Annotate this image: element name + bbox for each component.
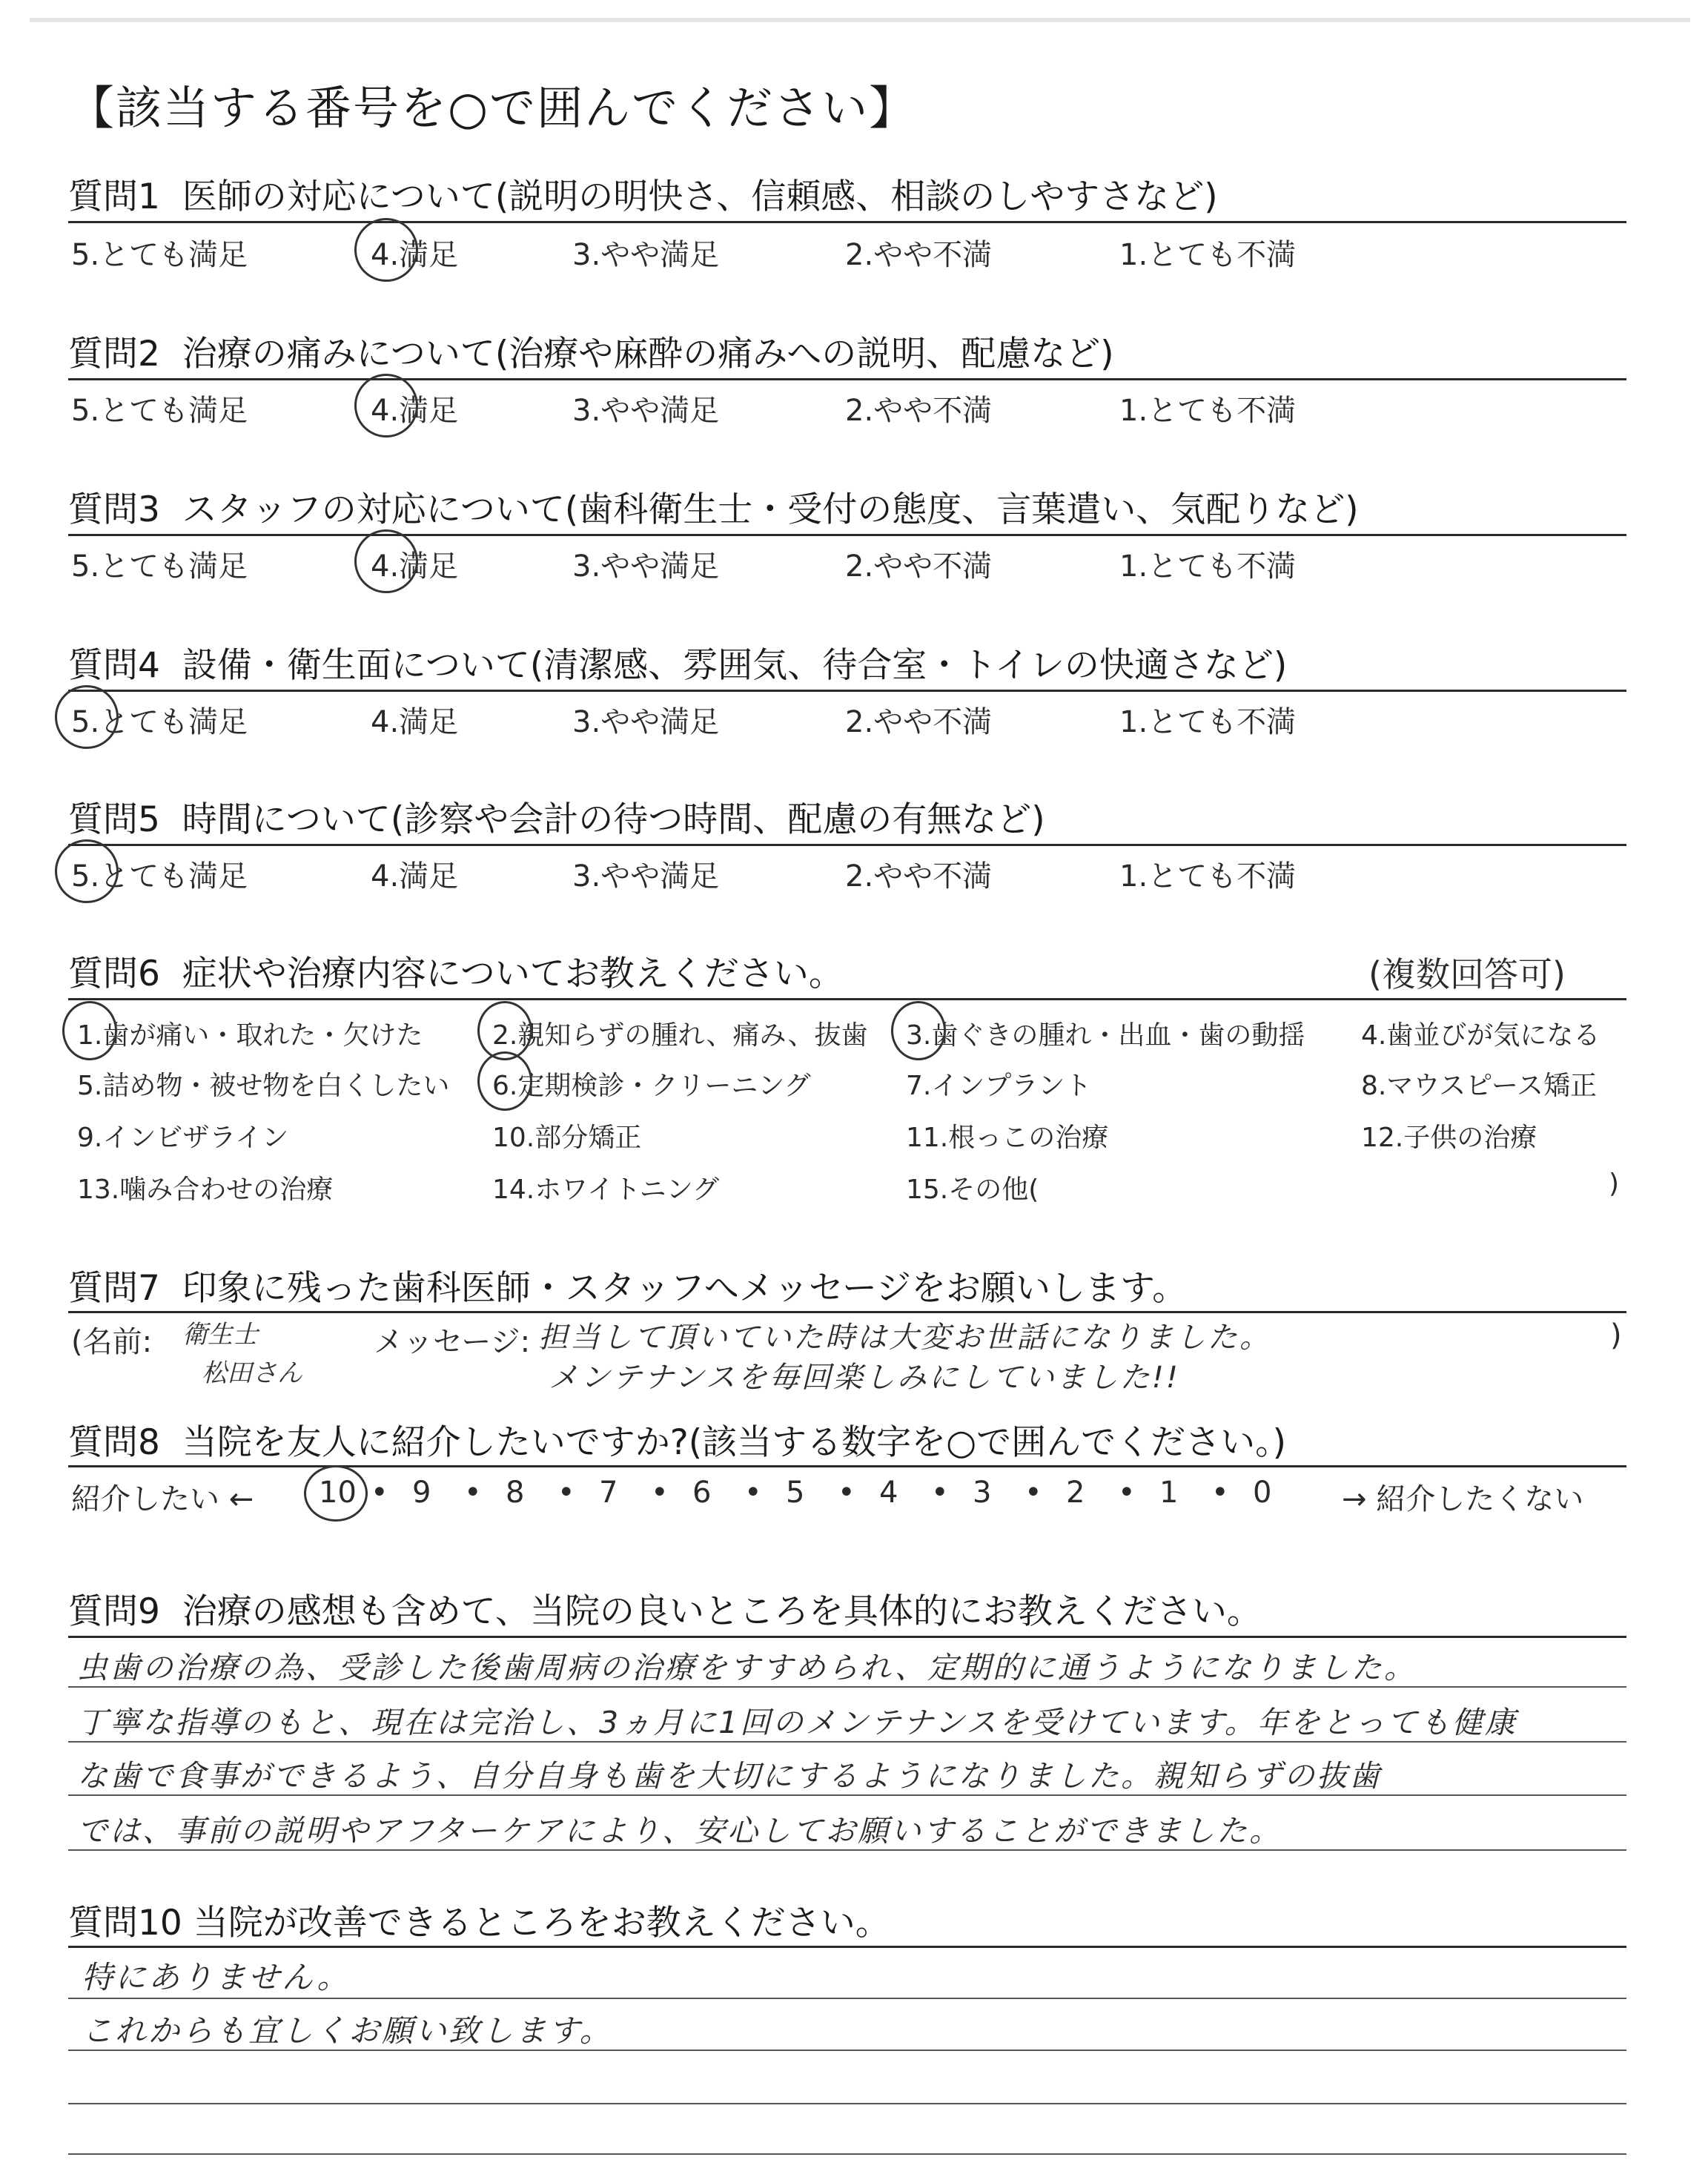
answer-line	[68, 1849, 1626, 1851]
recommend-label: 紹介したい ←	[71, 1482, 254, 1516]
symptom-option-16[interactable]: )	[1609, 1169, 1620, 1199]
q10-answer-line1: 特にありません。	[82, 1959, 351, 1995]
scale-separator: •	[371, 1476, 388, 1510]
scale-value-10[interactable]: 10	[319, 1476, 357, 1510]
question-text: 時間について(診察や会計の待つ時間、配慮の有無など)	[182, 799, 1045, 840]
rating-option-1[interactable]: 1.とても不満	[1119, 549, 1297, 584]
question-number: 質問10	[68, 1903, 182, 1943]
symptom-option-2[interactable]: 2.親知らずの腫れ、痛み、抜歯	[492, 1020, 868, 1051]
scale-separator: •	[931, 1476, 949, 1510]
answer-line	[68, 2153, 1626, 2155]
question-rule	[68, 1311, 1626, 1313]
answer-line	[68, 1741, 1626, 1743]
rating-option-5[interactable]: 5.とても満足	[71, 859, 248, 894]
question-number: 質問7	[68, 1268, 160, 1309]
question-3	[68, 482, 1625, 532]
question-text: 治療の痛みについて(治療や麻酔の痛みへの説明、配慮など)	[182, 334, 1114, 374]
scale-value-6[interactable]: 6	[692, 1476, 712, 1510]
selection-circle	[354, 374, 418, 437]
question-text: 印象に残った歯科医師・スタッフへメッセージをお願いします。	[182, 1268, 1188, 1309]
question-text: 症状や治療内容についてお教えください。	[182, 954, 844, 994]
question-number: 質問9	[68, 1591, 160, 1632]
scale-separator: •	[1118, 1476, 1136, 1510]
question-4	[68, 638, 1625, 687]
symptom-option-8[interactable]: 8.マウスピース矯正	[1361, 1071, 1598, 1101]
question-text: 治療の感想も含めて、当院の良いところを具体的にお教えください。	[182, 1591, 1262, 1632]
symptom-option-11[interactable]: 11.根っこの治療	[906, 1123, 1109, 1153]
question-number: 質問5	[68, 799, 160, 840]
question-rule	[68, 1465, 1626, 1467]
question-text: スタッフの対応について(歯科衛生士・受付の態度、言葉遣い、気配りなど)	[182, 489, 1359, 530]
symptom-option-9[interactable]: 9.インビザライン	[77, 1123, 289, 1153]
answer-line	[68, 2103, 1626, 2104]
question-2	[68, 326, 1625, 376]
rating-option-1[interactable]: 1.とても不満	[1119, 394, 1297, 428]
question-rule	[68, 1636, 1626, 1638]
rating-option-1[interactable]: 1.とても不満	[1119, 859, 1297, 894]
question-number: 質問6	[68, 954, 160, 994]
message-line2: メンテナンスを毎回楽しみにしていました!!	[549, 1361, 1180, 1395]
question-rule	[68, 221, 1626, 223]
scale-separator: •	[557, 1476, 575, 1510]
question-rule	[68, 378, 1626, 380]
q9-answer-line2: 丁寧な指導のもと、現在は完治し、3ヵ月に1回のメンテナンスを受けています。年をとっても健康	[77, 1705, 1517, 1740]
selection-circle	[477, 1051, 532, 1111]
q9-answer-line1: 虫歯の治療の為、受診した後歯周病の治療をすすめられ、定期的に通うようになりました。	[77, 1650, 1417, 1685]
rating-option-1[interactable]: 1.とても不満	[1119, 705, 1297, 739]
message-close-paren: )	[1610, 1318, 1622, 1353]
question-8	[68, 1415, 1625, 1464]
name-label: (名前:	[71, 1325, 153, 1359]
rating-option-3[interactable]: 3.やや満足	[572, 549, 720, 584]
question-rule	[68, 998, 1626, 1000]
symptom-option-15[interactable]: 15.その他(	[906, 1175, 1039, 1205]
question-5	[68, 792, 1625, 842]
question-text: 設備・衛生面について(清潔感、雰囲気、待合室・トイレの快適さなど)	[182, 645, 1288, 686]
scale-value-7[interactable]: 7	[599, 1476, 618, 1510]
answer-line	[68, 1998, 1626, 1999]
symptom-option-5[interactable]: 5.詰め物・被せ物を白くしたい	[77, 1071, 450, 1101]
rating-option-5[interactable]: 5.とても満足	[71, 238, 248, 272]
scale-separator: •	[744, 1476, 762, 1510]
question-number: 質問3	[68, 489, 160, 530]
rating-option-3[interactable]: 3.やや満足	[572, 394, 720, 428]
symptom-option-14[interactable]: 14.ホワイトニング	[492, 1175, 720, 1205]
scale-separator: •	[464, 1476, 482, 1510]
scale-separator: •	[1025, 1476, 1042, 1510]
rating-option-2[interactable]: 2.やや不満	[845, 705, 993, 739]
question-text: 当院を友人に紹介したいですか?(該当する数字を○で囲んでください。)	[182, 1422, 1286, 1463]
rating-option-4[interactable]: 4.満足	[371, 549, 459, 584]
question-7	[68, 1261, 1625, 1310]
rating-option-4[interactable]: 4.満足	[371, 705, 459, 739]
question-10	[68, 1895, 1625, 1945]
question-rule	[68, 844, 1626, 846]
symptom-option-6[interactable]: 6.定期検診・クリーニング	[492, 1071, 811, 1101]
question-rule	[68, 690, 1626, 692]
rating-option-3[interactable]: 3.やや満足	[572, 238, 720, 272]
rating-option-4[interactable]: 4.満足	[371, 394, 459, 428]
question-rule	[68, 534, 1626, 536]
symptom-option-13[interactable]: 13.噛み合わせの治療	[77, 1175, 334, 1205]
question-number: 質問2	[68, 334, 160, 374]
question-9	[68, 1584, 1625, 1634]
question-text: 医師の対応について(説明の明快さ、信頼感、相談のしやすさなど)	[182, 176, 1218, 217]
rating-option-1[interactable]: 1.とても不満	[1119, 238, 1297, 272]
rating-option-5[interactable]: 5.とても満足	[71, 394, 248, 428]
staff-name-line1: 衛生士	[182, 1320, 258, 1350]
question-text: 当院が改善できるところをお教えください。	[193, 1903, 890, 1943]
rating-option-4[interactable]: 4.満足	[371, 859, 459, 894]
scale-value-9[interactable]: 9	[412, 1476, 431, 1510]
q10-answer-line2: これからも宜しくお願い致します。	[82, 2012, 613, 2049]
answer-line	[68, 2050, 1626, 2051]
answer-line	[68, 1794, 1626, 1796]
top-edge	[30, 18, 1690, 22]
symptom-option-10[interactable]: 10.部分矯正	[492, 1123, 642, 1153]
scale-value-8[interactable]: 8	[506, 1476, 525, 1510]
scale-value-4[interactable]: 4	[879, 1476, 898, 1510]
page-title: 【該当する番号を○で囲んでください】	[68, 81, 917, 135]
staff-name-line2: 松田さん	[202, 1358, 302, 1388]
rating-option-5[interactable]: 5.とても満足	[71, 705, 248, 739]
message-line1: 担当して頂いていた時は大変お世話になりました。	[538, 1321, 1271, 1355]
selection-circle	[354, 218, 418, 282]
symptom-option-3[interactable]: 3.歯ぐきの腫れ・出血・歯の動揺	[906, 1020, 1305, 1051]
rating-option-2[interactable]: 2.やや不満	[845, 859, 993, 894]
selection-circle	[55, 839, 119, 903]
rating-option-5[interactable]: 5.とても満足	[71, 549, 248, 584]
question-number: 質問8	[68, 1422, 160, 1463]
selection-circle	[354, 529, 418, 593]
multi-answer-note: (複数回答可)	[1368, 954, 1566, 994]
symptom-option-4[interactable]: 4.歯並びが気になる	[1361, 1020, 1601, 1051]
rating-option-3[interactable]: 3.やや満足	[572, 705, 720, 739]
rating-option-2[interactable]: 2.やや不満	[845, 394, 993, 428]
rating-option-2[interactable]: 2.やや不満	[845, 549, 993, 584]
question-number: 質問1	[68, 176, 160, 217]
symptom-option-1[interactable]: 1.歯が痛い・取れた・欠けた	[77, 1020, 423, 1051]
symptom-option-7[interactable]: 7.インプラント	[906, 1071, 1092, 1101]
scale-value-1[interactable]: 1	[1159, 1476, 1179, 1510]
not-recommend-label: → 紹介したくない	[1342, 1482, 1584, 1516]
q9-answer-line4: では、事前の説明やアフターケアにより、安心してお願いすることができました。	[77, 1813, 1282, 1849]
rating-option-2[interactable]: 2.やや不満	[845, 238, 993, 272]
selection-circle	[55, 685, 119, 749]
selection-circle	[304, 1465, 368, 1522]
question-rule	[68, 1946, 1626, 1948]
scale-value-5[interactable]: 5	[786, 1476, 805, 1510]
question-number: 質問4	[68, 645, 160, 686]
scale-separator: •	[1211, 1476, 1229, 1510]
scale-value-0[interactable]: 0	[1253, 1476, 1272, 1510]
scale-value-3[interactable]: 3	[973, 1476, 992, 1510]
scale-separator: •	[651, 1476, 669, 1510]
scale-value-2[interactable]: 2	[1066, 1476, 1085, 1510]
question-1	[68, 169, 1625, 219]
message-label: メッセージ:	[374, 1325, 531, 1359]
scale-separator: •	[838, 1476, 855, 1510]
symptom-option-12[interactable]: 12.子供の治療	[1361, 1123, 1537, 1153]
selection-circle	[62, 1001, 117, 1060]
answer-line	[68, 1686, 1626, 1688]
rating-option-4[interactable]: 4.満足	[371, 238, 459, 272]
q9-answer-line3: な歯で食事ができるよう、自分自身も歯を大切にするようになりました。親知らずの抜歯	[77, 1758, 1382, 1794]
rating-option-3[interactable]: 3.やや満足	[572, 859, 720, 894]
selection-circle	[891, 1001, 946, 1060]
